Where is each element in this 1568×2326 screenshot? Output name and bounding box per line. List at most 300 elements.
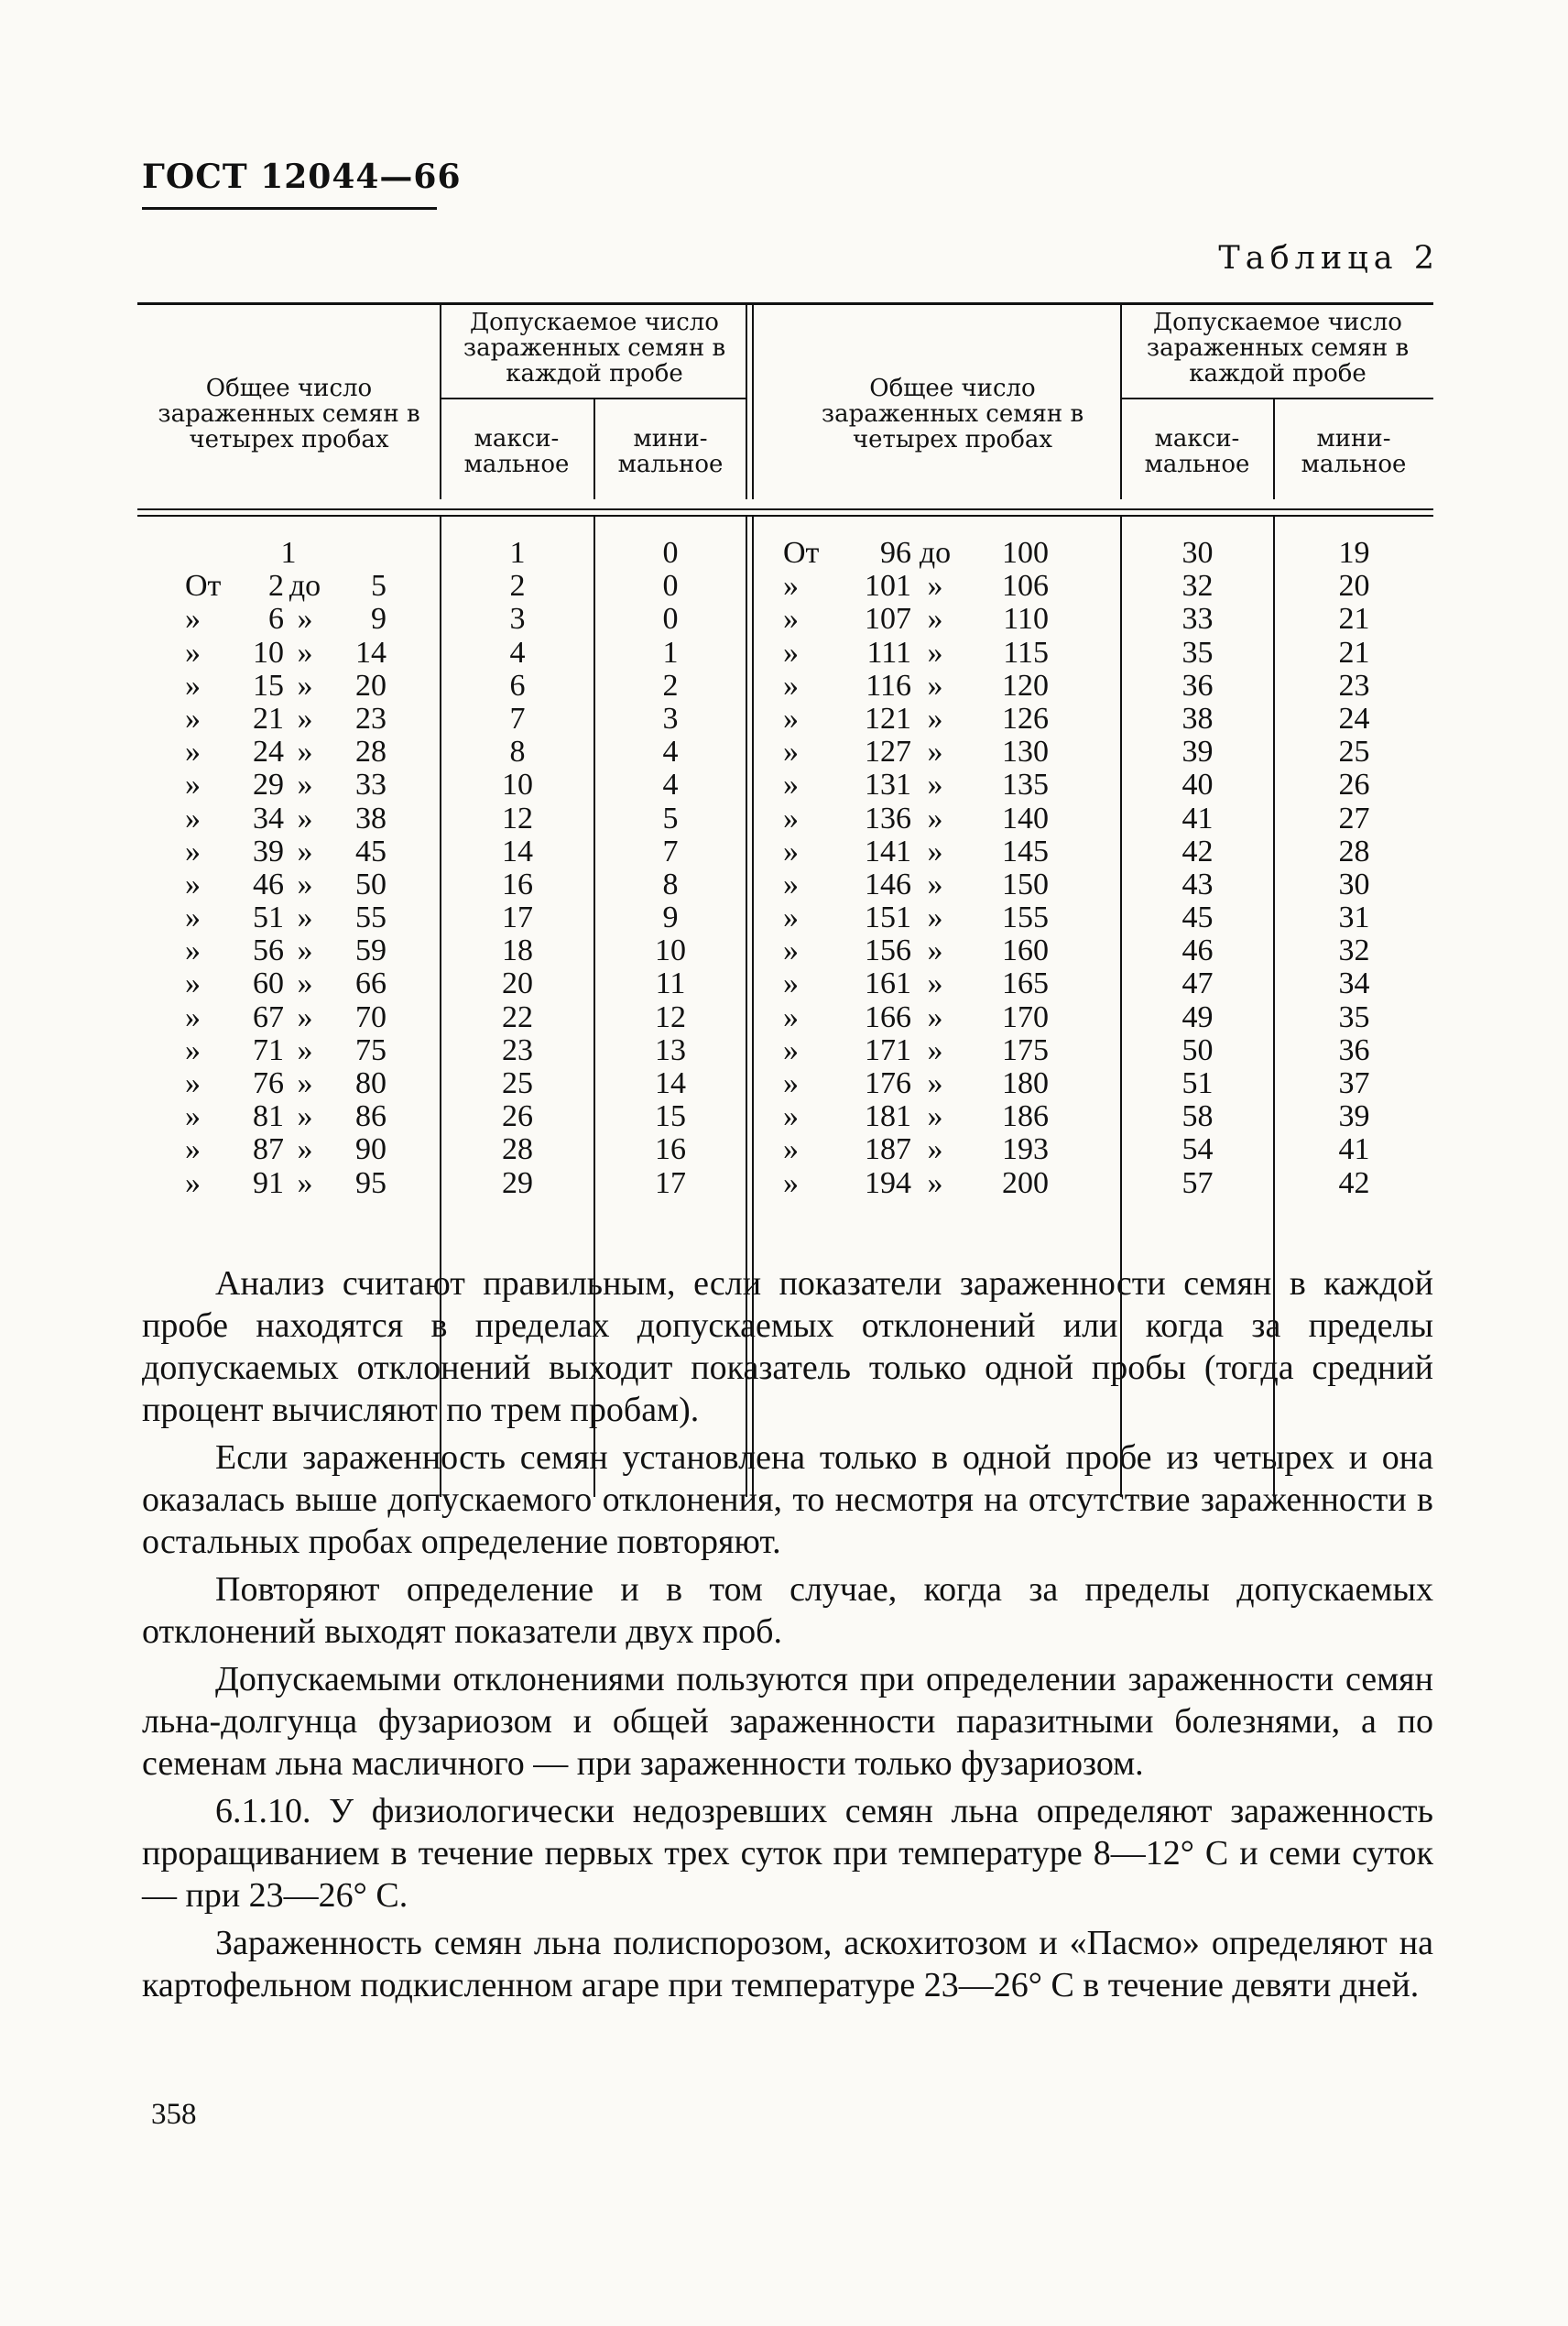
range-sep: » (927, 999, 943, 1034)
value-cell: 8 (509, 735, 526, 770)
range-from: 187 (865, 1132, 911, 1167)
value-cell: 58 (1181, 1099, 1214, 1134)
range-sep: » (927, 701, 943, 736)
range-to: 100 (1002, 536, 1049, 570)
range-sep: » (927, 569, 943, 604)
range-sep: » (927, 635, 943, 670)
header-allowed-left: Допускаемое число зараженных семян в каждой пробе (463, 309, 726, 388)
range-prefix: » (783, 1032, 799, 1067)
range-from: 76 (253, 1066, 284, 1100)
value-cell: 38 (1181, 701, 1214, 736)
value-cell: 14 (502, 834, 533, 868)
range-to: 155 (1002, 901, 1049, 935)
range-prefix: » (185, 635, 201, 670)
value-cell: 5 (662, 801, 679, 835)
header-min-left: мини-мальное (617, 425, 724, 478)
range-to: 95 (355, 1165, 387, 1200)
range-to: 115 (1003, 635, 1049, 670)
range-to: 126 (1002, 701, 1049, 736)
range-to: 86 (355, 1099, 387, 1134)
value-cell: 19 (1338, 536, 1370, 570)
range-cell (137, 736, 440, 769)
right-range-column (754, 537, 1120, 1200)
value-cell: 25 (1338, 735, 1370, 770)
range-prefix: » (185, 1032, 201, 1067)
range-from: 81 (253, 1099, 284, 1134)
range-sep: » (297, 1165, 313, 1200)
value-cell: 32 (1338, 934, 1370, 968)
body-text (142, 1262, 1433, 2006)
range-sep: » (927, 668, 943, 703)
range-to: 110 (1003, 602, 1049, 637)
range-from: 10 (253, 635, 284, 670)
value-cell: 22 (502, 999, 533, 1034)
range-cell (137, 868, 440, 901)
range-prefix: » (185, 1066, 201, 1100)
value-cell: 47 (1181, 966, 1214, 1001)
range-cell (137, 1067, 440, 1100)
range-prefix: » (185, 768, 201, 803)
range-cell (137, 603, 440, 636)
range-from: 194 (865, 1165, 911, 1200)
value-cell: 4 (509, 635, 526, 670)
value-cell: 37 (1338, 1066, 1370, 1100)
range-sep: » (927, 1066, 943, 1100)
range-prefix: » (783, 701, 799, 736)
header-total-left: Общее число зараженных семян в четырех пробах (158, 375, 420, 453)
range-to: 28 (355, 735, 387, 770)
range-to: 135 (1002, 768, 1049, 803)
range-sep: » (297, 602, 313, 637)
range-cell (754, 637, 1120, 670)
range-prefix: » (783, 834, 799, 868)
range-from: 71 (253, 1032, 284, 1067)
value-cell: 46 (1181, 934, 1214, 968)
range-to: 170 (1002, 999, 1049, 1034)
range-cell (754, 1001, 1120, 1034)
table-top-rule (137, 302, 1433, 305)
range-sep: до (289, 569, 321, 604)
range-cell (137, 769, 440, 802)
range-prefix: От (783, 536, 820, 570)
range-cell (137, 1167, 440, 1200)
value-cell: 30 (1338, 867, 1370, 901)
range-from: 91 (253, 1165, 284, 1200)
range-to: 200 (1002, 1165, 1049, 1200)
value-cell: 9 (662, 901, 679, 935)
range-from: 181 (865, 1099, 911, 1134)
value-cell: 41 (1338, 1132, 1370, 1167)
col-separator (1273, 398, 1275, 499)
value-cell: 16 (655, 1132, 686, 1167)
value-cell: 51 (1181, 1066, 1214, 1100)
range-to: 38 (355, 801, 387, 835)
value-cell: 17 (655, 1165, 686, 1200)
value-cell: 33 (1181, 602, 1214, 637)
range-sep: » (297, 701, 313, 736)
range-to: 70 (355, 999, 387, 1034)
range-sep: » (297, 1066, 313, 1100)
range-prefix: » (185, 1132, 201, 1167)
value-cell: 42 (1181, 834, 1214, 868)
value-cell: 2 (662, 668, 679, 703)
value-cell: 1 (662, 635, 679, 670)
value-cell: 4 (662, 735, 679, 770)
range-from: 101 (865, 569, 911, 604)
range-to: 130 (1002, 735, 1049, 770)
left-max-column (441, 537, 593, 1200)
range-from: 39 (253, 834, 284, 868)
range-from: 166 (865, 999, 911, 1034)
range-from: 96 (880, 536, 911, 570)
range-cell (754, 803, 1120, 835)
range-prefix: » (185, 934, 201, 968)
value-cell: 24 (1338, 701, 1370, 736)
range-cell (137, 703, 440, 736)
value-cell: 23 (502, 1032, 533, 1067)
range-cell (137, 637, 440, 670)
value-cell: 12 (655, 999, 686, 1034)
range-cell (754, 901, 1120, 934)
range-from: 87 (253, 1132, 284, 1167)
range-from: 171 (865, 1032, 911, 1067)
right-min-column (1275, 537, 1433, 1200)
range-to: 50 (355, 867, 387, 901)
range-to: 150 (1002, 867, 1049, 901)
range-to: 5 (371, 569, 387, 604)
range-prefix: » (185, 901, 201, 935)
range-from: 24 (253, 735, 284, 770)
middle-double-separator (746, 302, 754, 499)
value-cell: 3 (662, 701, 679, 736)
value-cell: 32 (1181, 569, 1214, 604)
range-prefix: » (185, 1099, 201, 1134)
value-cell: 13 (655, 1032, 686, 1067)
range-prefix: » (185, 867, 201, 901)
range-to: 140 (1002, 801, 1049, 835)
range-sep: » (297, 635, 313, 670)
range-prefix: » (783, 999, 799, 1034)
range-to: 75 (355, 1032, 387, 1067)
value-cell: 21 (1338, 602, 1370, 637)
range-prefix: » (783, 668, 799, 703)
range-sep: » (927, 1032, 943, 1067)
range-cell (137, 537, 440, 570)
header-total-right: Общее число зараженных семян в четырех пробах (821, 375, 1084, 453)
range-cell (754, 769, 1120, 802)
header-rule (142, 207, 437, 210)
value-cell: 2 (509, 569, 526, 604)
range-prefix: » (783, 934, 799, 968)
range-prefix: » (185, 966, 201, 1001)
range-sep: » (927, 768, 943, 803)
range-to: 175 (1002, 1032, 1049, 1067)
range-to: 55 (355, 901, 387, 935)
value-cell: 45 (1181, 901, 1214, 935)
range-cell (754, 670, 1120, 703)
range-to: 66 (355, 966, 387, 1001)
value-cell: 1 (509, 536, 526, 570)
value-cell: 28 (502, 1132, 533, 1167)
left-range-column (137, 537, 440, 1200)
range-cell (754, 603, 1120, 636)
range-cell (137, 803, 440, 835)
range-sep: » (297, 1099, 313, 1134)
range-sep: » (927, 801, 943, 835)
paragraph: 6.1.10. У физиологически недозревших семян льна определяют зараженность проращиванием в течение первых трех суток при температуре 8—12° С и семи суток — при 23—26° С. (142, 1792, 1433, 1915)
range-prefix: » (783, 1066, 799, 1100)
value-cell: 29 (502, 1165, 533, 1200)
range-prefix: » (783, 966, 799, 1001)
range-sep: » (927, 966, 943, 1001)
value-cell: 4 (662, 768, 679, 803)
value-cell: 28 (1338, 834, 1370, 868)
range-to: 193 (1002, 1132, 1049, 1167)
paragraph: Зараженность семян льна полиспорозом, аскохитозом и «Пасмо» определяют на картофельном подкисленном агаре при температуре 23—26° С в течение девяти дней. (142, 1924, 1433, 2004)
range-sep: » (927, 602, 943, 637)
header-subrule (1120, 398, 1433, 399)
value-cell: 35 (1338, 999, 1370, 1034)
range-sep: » (297, 999, 313, 1034)
paragraph: Допускаемыми отклонениями пользуются при определении зараженности семян льна-долгунца фузариозом и общей зараженности паразитными болезнями, а по семенам льна масличного — при зараженности только фузариозом. (142, 1660, 1433, 1783)
range-to: 160 (1002, 934, 1049, 968)
left-min-column (595, 537, 746, 1200)
range-cell (754, 736, 1120, 769)
header-bottom-rule (137, 515, 1433, 517)
range-to: 20 (355, 668, 387, 703)
value-cell: 10 (655, 934, 686, 968)
range-cell (137, 901, 440, 934)
value-cell: 27 (1338, 801, 1370, 835)
range-cell (754, 1067, 1120, 1100)
range-to: 59 (355, 934, 387, 968)
range-prefix: » (783, 635, 799, 670)
range-from: 131 (865, 768, 911, 803)
value-cell: 0 (662, 536, 679, 570)
range-cell (754, 1034, 1120, 1067)
range-cell (754, 868, 1120, 901)
value-cell: 23 (1338, 668, 1370, 703)
right-max-column (1122, 537, 1273, 1200)
range-cell (137, 835, 440, 868)
range-prefix: » (185, 999, 201, 1034)
paragraph: Повторяют определение и в том случае, когда за пределы допускаемых отклонений выходят показатели двух проб. (142, 1570, 1433, 1651)
range-to: 9 (371, 602, 387, 637)
value-cell: 16 (502, 867, 533, 901)
range-sep: » (927, 1165, 943, 1200)
range-prefix: » (783, 569, 799, 604)
value-cell: 11 (655, 966, 686, 1001)
range-cell (137, 934, 440, 967)
range-sep: » (927, 934, 943, 968)
value-cell: 35 (1181, 635, 1214, 670)
range-from: 67 (253, 999, 284, 1034)
range-from: 107 (865, 602, 911, 637)
col-separator (593, 398, 595, 499)
range-to: 45 (355, 834, 387, 868)
range-prefix: » (783, 768, 799, 803)
range-sep: » (297, 834, 313, 868)
range-from: 121 (865, 701, 911, 736)
range-from: 141 (865, 834, 911, 868)
range-prefix: » (783, 602, 799, 637)
value-cell: 39 (1181, 735, 1214, 770)
range-prefix: » (783, 901, 799, 935)
value-cell: 49 (1181, 999, 1214, 1034)
value-cell: 36 (1338, 1032, 1370, 1067)
value-cell: 41 (1181, 801, 1214, 835)
range-sep: » (297, 801, 313, 835)
range-from: 116 (866, 668, 911, 703)
value-cell: 7 (509, 701, 526, 736)
range-from: 156 (865, 934, 911, 968)
range-to: 120 (1002, 668, 1049, 703)
range-to: 33 (355, 768, 387, 803)
range-prefix: От (185, 569, 222, 604)
header-subrule (440, 398, 747, 399)
range-to: 23 (355, 701, 387, 736)
range-sep: » (297, 1132, 313, 1167)
range-from: 46 (253, 867, 284, 901)
value-cell: 8 (662, 867, 679, 901)
range-from: 51 (253, 901, 284, 935)
value-cell: 42 (1338, 1165, 1370, 1200)
range-from: 176 (865, 1066, 911, 1100)
value-cell: 0 (662, 602, 679, 637)
range-from: 21 (253, 701, 284, 736)
range-prefix: » (783, 1099, 799, 1134)
range-prefix: » (783, 867, 799, 901)
range-sep: » (297, 768, 313, 803)
range-from: 2 (268, 569, 284, 604)
range-cell (137, 967, 440, 1000)
range-to: 186 (1002, 1099, 1049, 1134)
range-cell (137, 1100, 440, 1133)
range-cell (137, 1133, 440, 1166)
value-cell: 25 (502, 1066, 533, 1100)
range-from: 6 (268, 602, 284, 637)
col-separator (1120, 302, 1122, 499)
range-cell (754, 1100, 1120, 1133)
range-cell (137, 570, 440, 603)
range-cell (754, 570, 1120, 603)
range-to: 145 (1002, 834, 1049, 868)
range-from: 161 (865, 966, 911, 1001)
value-cell: 20 (502, 966, 533, 1001)
range-prefix: » (783, 735, 799, 770)
range-cell (754, 703, 1120, 736)
col-separator (440, 302, 441, 499)
range-sep: » (927, 1099, 943, 1134)
range-sep: » (297, 934, 313, 968)
value-cell: 36 (1181, 668, 1214, 703)
header-max-left: макси-мальное (463, 425, 570, 478)
range-cell (137, 670, 440, 703)
paragraph: Если зараженность семян установлена только в одной пробе из четырех и она оказалась выше допускаемого отклонения, то несмотря на отсутствие зараженности в остальных пробах определение повторяют. (142, 1438, 1433, 1561)
value-cell: 34 (1338, 966, 1370, 1001)
range-cell (137, 1001, 440, 1034)
range-prefix: » (185, 701, 201, 736)
header-allowed-right: Допускаемое число зараженных семян в каждой пробе (1146, 309, 1410, 388)
range-prefix: » (185, 602, 201, 637)
range-cell (754, 537, 1120, 570)
value-cell: 10 (502, 768, 533, 803)
range-prefix: » (185, 735, 201, 770)
range-from: 29 (253, 768, 284, 803)
value-cell: 40 (1181, 768, 1214, 803)
range-from: 136 (865, 801, 911, 835)
range-prefix: » (783, 1132, 799, 1167)
range-prefix: » (185, 1165, 201, 1200)
range-sep: » (927, 1132, 943, 1167)
value-cell: 21 (1338, 635, 1370, 670)
range-to: 14 (355, 635, 387, 670)
value-cell: 15 (655, 1099, 686, 1134)
value-cell: 17 (502, 901, 533, 935)
range-sep: » (297, 901, 313, 935)
range-to: 90 (355, 1132, 387, 1167)
range-prefix: » (185, 801, 201, 835)
value-cell: 43 (1181, 867, 1214, 901)
range-sep: » (297, 867, 313, 901)
range-prefix: » (185, 668, 201, 703)
range-sep: » (297, 668, 313, 703)
header-bottom-rule (137, 508, 1433, 510)
range-sep: » (297, 1032, 313, 1067)
value-cell: 14 (655, 1066, 686, 1100)
range-from: 127 (865, 735, 911, 770)
range-prefix: » (783, 1165, 799, 1200)
range-cell (754, 934, 1120, 967)
table-caption: Таблица 2 (1218, 240, 1440, 277)
value-cell: 26 (502, 1099, 533, 1134)
range-from: 60 (253, 966, 284, 1001)
range-prefix: » (783, 801, 799, 835)
range-to: 80 (355, 1066, 387, 1100)
value-cell: 3 (509, 602, 526, 637)
value-cell: 20 (1338, 569, 1370, 604)
range-sep: до (919, 536, 952, 570)
range-cell (754, 967, 1120, 1000)
range-prefix: » (185, 834, 201, 868)
range-to: 106 (1002, 569, 1049, 604)
range-to: 180 (1002, 1066, 1049, 1100)
range-sep: » (927, 901, 943, 935)
document-code: ГОСТ 12044—66 (142, 158, 462, 196)
range-from: 146 (865, 867, 911, 901)
value-cell: 31 (1338, 901, 1370, 935)
range-sep: » (927, 867, 943, 901)
value-cell: 6 (509, 668, 526, 703)
value-cell: 7 (662, 834, 679, 868)
value-cell: 12 (502, 801, 533, 835)
range-from: 151 (865, 901, 911, 935)
range-sep: » (927, 834, 943, 868)
page-number: 358 (151, 2098, 197, 2131)
value-cell: 39 (1338, 1099, 1370, 1134)
range-from: 56 (253, 934, 284, 968)
value-cell: 26 (1338, 768, 1370, 803)
value-cell: 30 (1181, 536, 1214, 570)
range-sep: » (297, 735, 313, 770)
value-cell: 0 (662, 569, 679, 604)
range-cell (137, 1034, 440, 1067)
range-sep: » (297, 966, 313, 1001)
range-sep: » (927, 735, 943, 770)
header-min-right: мини-мальное (1301, 425, 1407, 478)
value-cell: 50 (1181, 1032, 1214, 1067)
value-cell: 54 (1181, 1132, 1214, 1167)
